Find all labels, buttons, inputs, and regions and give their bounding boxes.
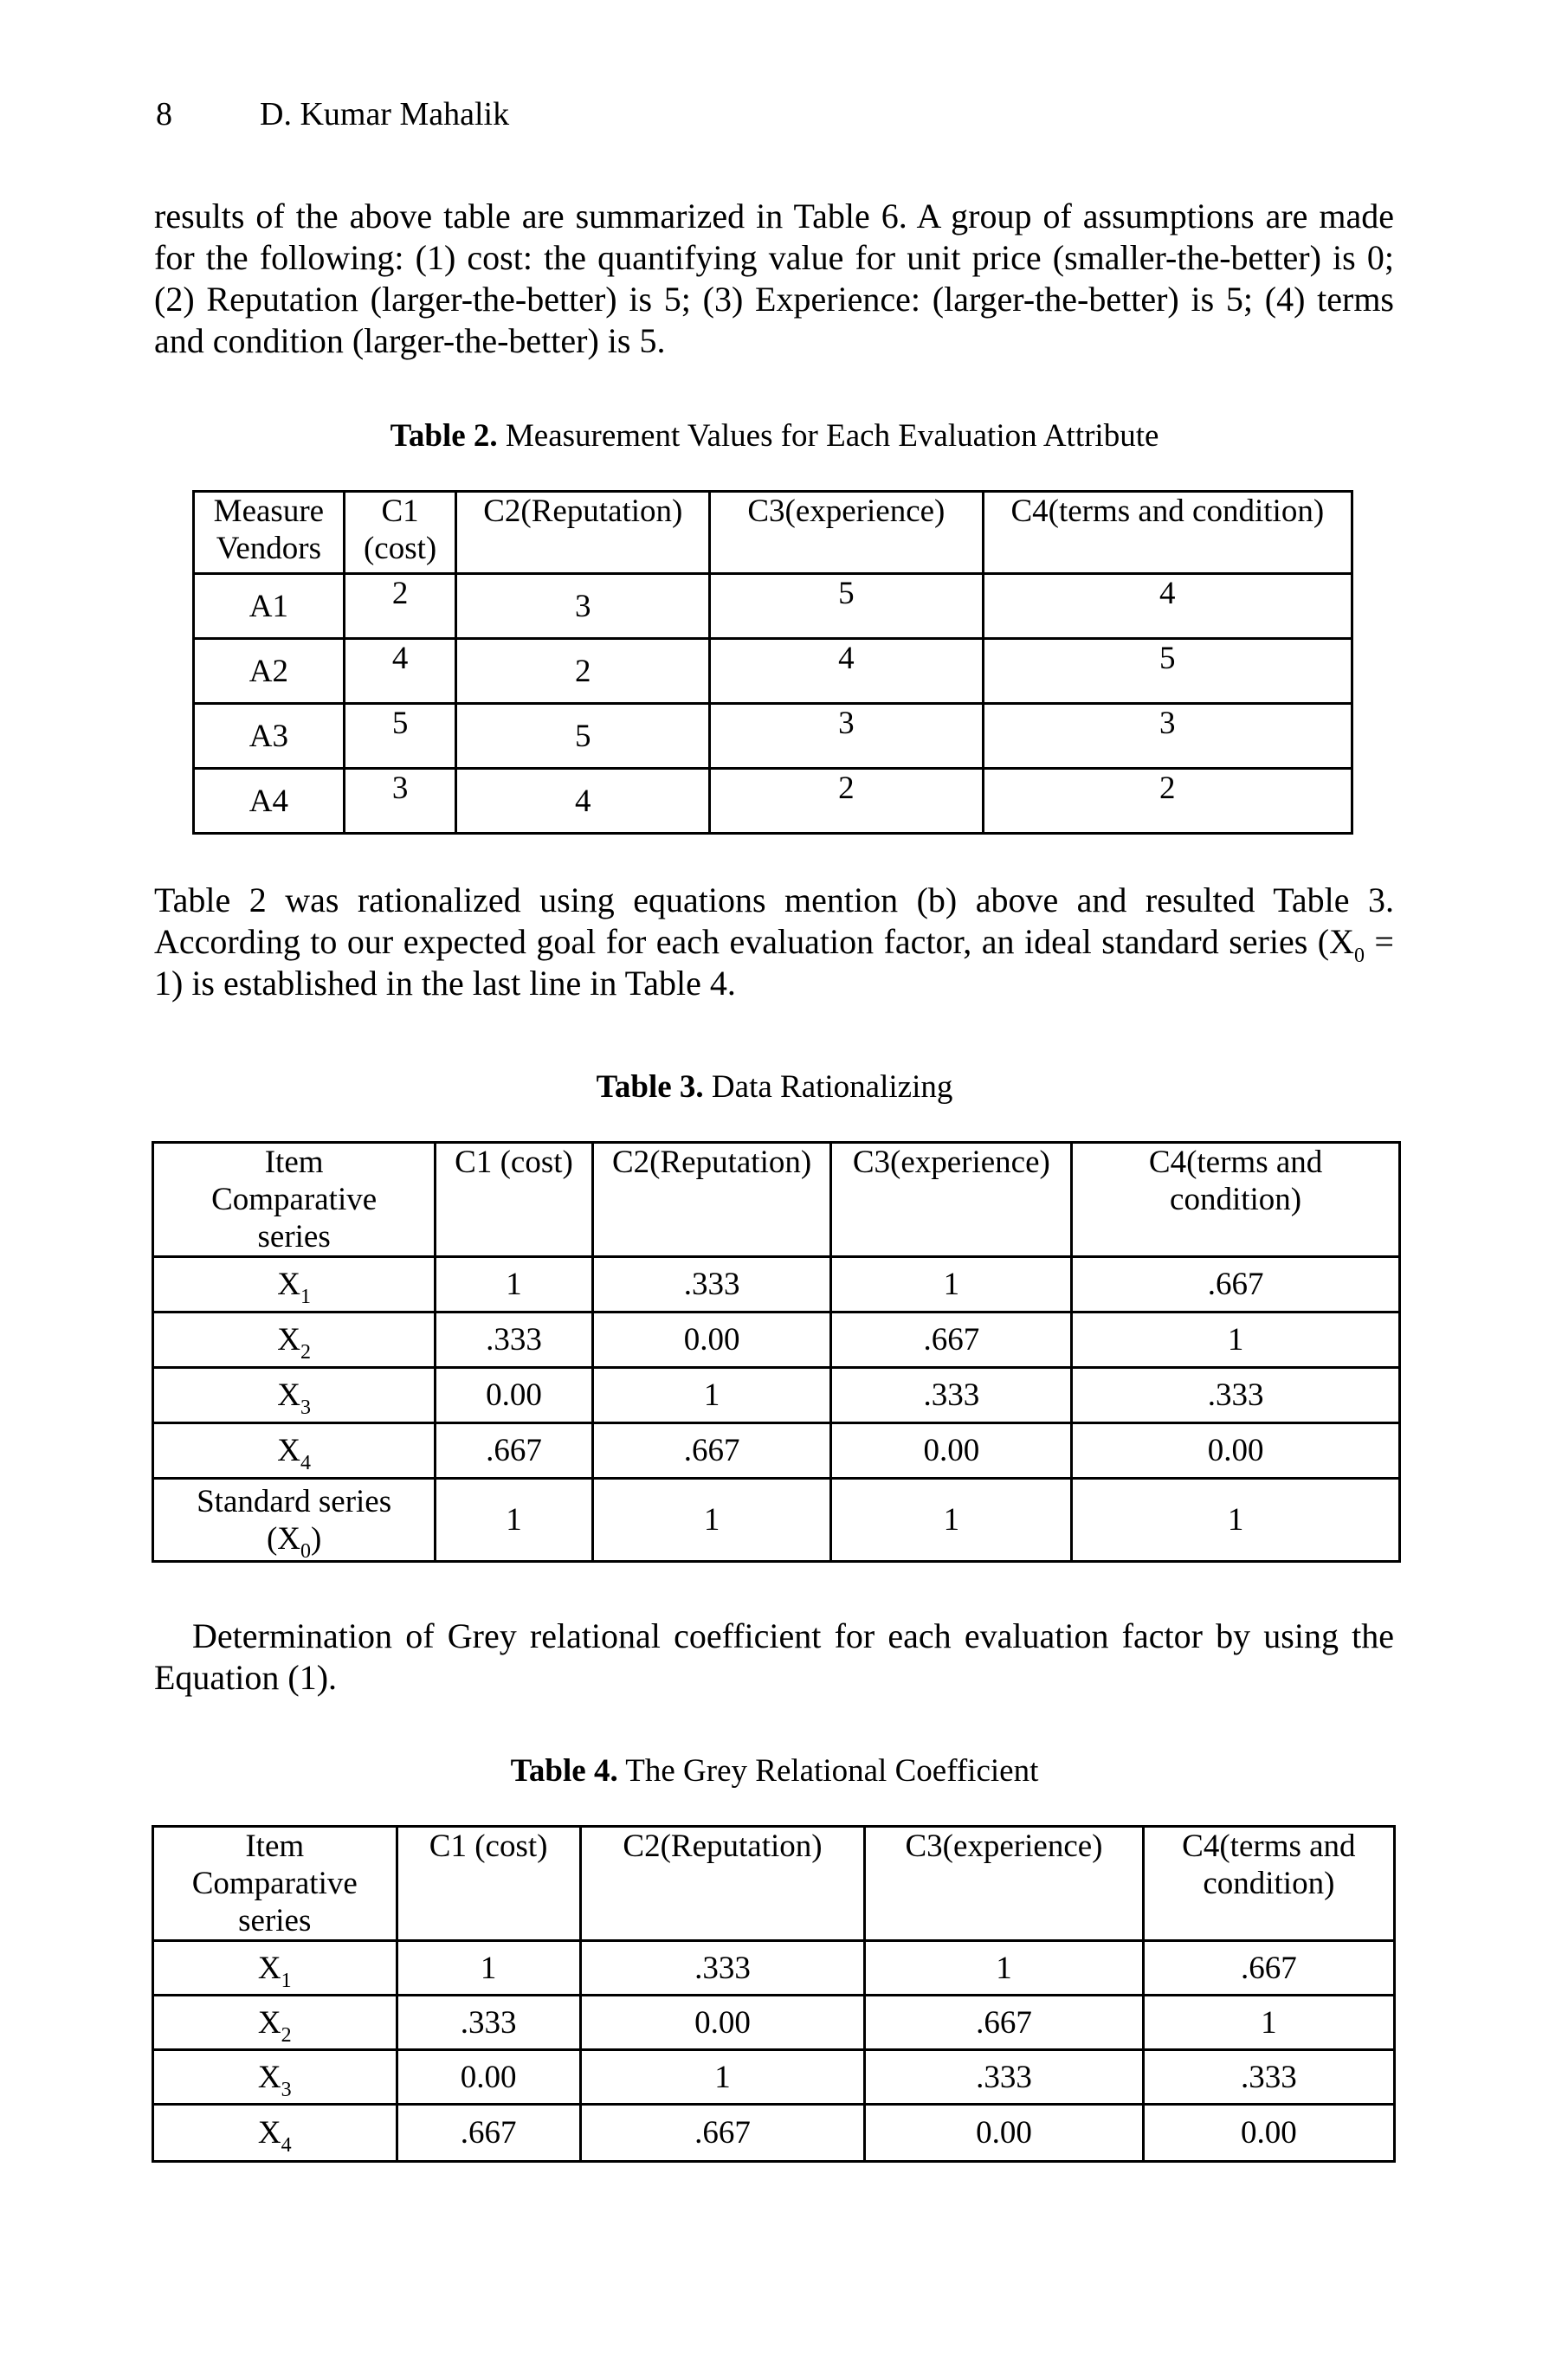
value-cell: .667 — [831, 1313, 1072, 1368]
table4-header-c2: C2(Reputation) — [580, 1827, 864, 1941]
value-cell: 0.00 — [865, 2105, 1143, 2162]
value-cell: .667 — [1072, 1257, 1400, 1313]
standard-series-label: Standard series $(X_0)$ — [153, 1479, 436, 1562]
value-cell: 5 — [983, 639, 1352, 704]
value-cell: 1 — [831, 1479, 1072, 1562]
vendor-cell: A3 — [194, 704, 345, 769]
value-cell: 3 — [456, 574, 710, 639]
table3-header-c2: C2(Reputation) — [592, 1143, 831, 1257]
table2-header-c2: C2(Reputation) — [456, 492, 710, 574]
series-label-cell: $X_3$ — [153, 1368, 436, 1423]
series-label-cell: $X_4$ — [153, 2105, 397, 2162]
value-cell: .667 — [1143, 1941, 1394, 1996]
value-cell: 4 — [344, 639, 456, 704]
value-cell: .667 — [580, 2105, 864, 2162]
vendor-cell: A2 — [194, 639, 345, 704]
value-cell: 2 — [456, 639, 710, 704]
standard-series-row — [153, 1479, 1400, 1562]
table3-header-c1: C1 (cost) — [436, 1143, 592, 1257]
value-cell: 5 — [710, 574, 983, 639]
table3-header-c3: C3(experience) — [831, 1143, 1072, 1257]
table2 — [192, 490, 1353, 835]
value-cell: 0.00 — [397, 2050, 580, 2105]
table-row — [153, 1313, 1400, 1368]
table-row — [153, 2050, 1395, 2105]
table4 — [152, 1825, 1396, 2163]
author-name: D. Kumar Mahalik — [260, 96, 510, 132]
value-cell: .667 — [865, 1996, 1143, 2050]
series-label-cell: $X_3$ — [153, 2050, 397, 2105]
value-cell: 0.00 — [592, 1313, 831, 1368]
value-cell: 1 — [1072, 1479, 1400, 1562]
table-row — [194, 704, 1352, 769]
table-row — [194, 574, 1352, 639]
value-cell: 1 — [831, 1257, 1072, 1313]
table3-header-c4: C4(terms and condition) — [1072, 1143, 1400, 1257]
table2-header-c3: C3(experience) — [710, 492, 983, 574]
table4-header-c4: C4(terms and condition) — [1143, 1827, 1394, 1941]
value-cell: 0.00 — [436, 1368, 592, 1423]
value-cell: 3 — [710, 704, 983, 769]
value-cell: 0.00 — [1143, 2105, 1394, 2162]
table4-caption-label: Table 4. — [510, 1753, 618, 1789]
value-cell: .333 — [831, 1368, 1072, 1423]
table3-caption-text: Data Rationalizing — [703, 1069, 953, 1105]
value-cell: 5 — [456, 704, 710, 769]
table3-header-item: Item Comparative series — [153, 1143, 436, 1257]
value-cell: 1 — [580, 2050, 864, 2105]
table2-caption-text: Measurement Values for Each Evaluation Attribute — [497, 418, 1159, 454]
value-cell: .667 — [436, 1423, 592, 1479]
value-cell: 4 — [456, 769, 710, 834]
value-cell: 1 — [592, 1368, 831, 1423]
determination-paragraph: Determination of Grey relational coefficient for each evaluation factor by using the Equation (1). — [154, 1616, 1394, 1697]
value-cell: .333 — [397, 1996, 580, 2050]
table3-caption — [0, 1068, 1549, 1106]
value-cell: 2 — [344, 574, 456, 639]
value-cell: 1 — [436, 1479, 592, 1562]
table2-caption-label: Table 2. — [390, 418, 498, 454]
value-cell: .333 — [580, 1941, 864, 1996]
value-cell: 0.00 — [1072, 1423, 1400, 1479]
table4-header-item: Item Comparative series — [153, 1827, 397, 1941]
series-label-cell: $X_1$ — [153, 1941, 397, 1996]
value-cell: 2 — [710, 769, 983, 834]
table4-header-c3: C3(experience) — [865, 1827, 1143, 1941]
table2-header-measure: Measure Vendors — [194, 492, 345, 574]
table4-header-row — [153, 1827, 1395, 1941]
table2-header-c4: C4(terms and condition) — [983, 492, 1352, 574]
series-label-cell: $X_1$ — [153, 1257, 436, 1313]
table3 — [152, 1141, 1401, 1563]
series-label-cell: $X_2$ — [153, 1996, 397, 2050]
value-cell: .333 — [436, 1313, 592, 1368]
value-cell: .333 — [592, 1257, 831, 1313]
page-number: 8 — [156, 96, 172, 132]
series-label-cell: $X_2$ — [153, 1313, 436, 1368]
value-cell: 3 — [344, 769, 456, 834]
value-cell: 2 — [983, 769, 1352, 834]
value-cell: 1 — [436, 1257, 592, 1313]
table-row — [153, 1257, 1400, 1313]
value-cell: 4 — [710, 639, 983, 704]
value-cell: .333 — [1143, 2050, 1394, 2105]
value-cell: 0.00 — [580, 1996, 864, 2050]
table-row — [153, 1368, 1400, 1423]
table-row — [153, 1941, 1395, 1996]
value-cell: 1 — [592, 1479, 831, 1562]
value-cell: 1 — [397, 1941, 580, 1996]
table3-header-row — [153, 1143, 1400, 1257]
value-cell: 0.00 — [831, 1423, 1072, 1479]
series-label-cell: $X_4$ — [153, 1423, 436, 1479]
table2-header-c1: C1 (cost) — [344, 492, 456, 574]
value-cell: .667 — [397, 2105, 580, 2162]
running-header — [156, 95, 509, 133]
table-row — [153, 1423, 1400, 1479]
table4-header-c1: C1 (cost) — [397, 1827, 580, 1941]
value-cell: 1 — [865, 1941, 1143, 1996]
value-cell: 5 — [344, 704, 456, 769]
table4-caption — [0, 1752, 1549, 1790]
value-cell: 1 — [1143, 1996, 1394, 2050]
value-cell: .333 — [865, 2050, 1143, 2105]
vendor-cell: A4 — [194, 769, 345, 834]
table4-caption-text: The Grey Relational Coefficient — [617, 1753, 1039, 1789]
table-row — [153, 2105, 1395, 2162]
intro-paragraph: results of the above table are summarized in Table 6. A group of assumptions are made for the following: (1) cost: the quantifying value for unit price (smaller-the-better) is 0; (2) Reputation (larger-the-better) is 5; (3) Experience: (larger-the-better) is 5; (4) terms and condition (larger-the-better) is 5. — [154, 197, 1394, 360]
value-cell: 1 — [1072, 1313, 1400, 1368]
table-row — [194, 769, 1352, 834]
vendor-cell: A1 — [194, 574, 345, 639]
table3-caption-label: Table 3. — [596, 1069, 704, 1105]
table-row — [194, 639, 1352, 704]
table2-caption — [0, 417, 1549, 455]
rationalize-paragraph: Table 2 was rationalized using equations mention (b) above and resulted Table 3. According to our expected goal for each evaluation factor, an ideal standard series $(X_0 = 1)$ is established in the last line in Table 4. — [154, 880, 1394, 1003]
value-cell: .333 — [1072, 1368, 1400, 1423]
table-row — [153, 1996, 1395, 2050]
value-cell: .667 — [592, 1423, 831, 1479]
value-cell: 4 — [983, 574, 1352, 639]
value-cell: 3 — [983, 704, 1352, 769]
table2-header-row — [194, 492, 1352, 574]
